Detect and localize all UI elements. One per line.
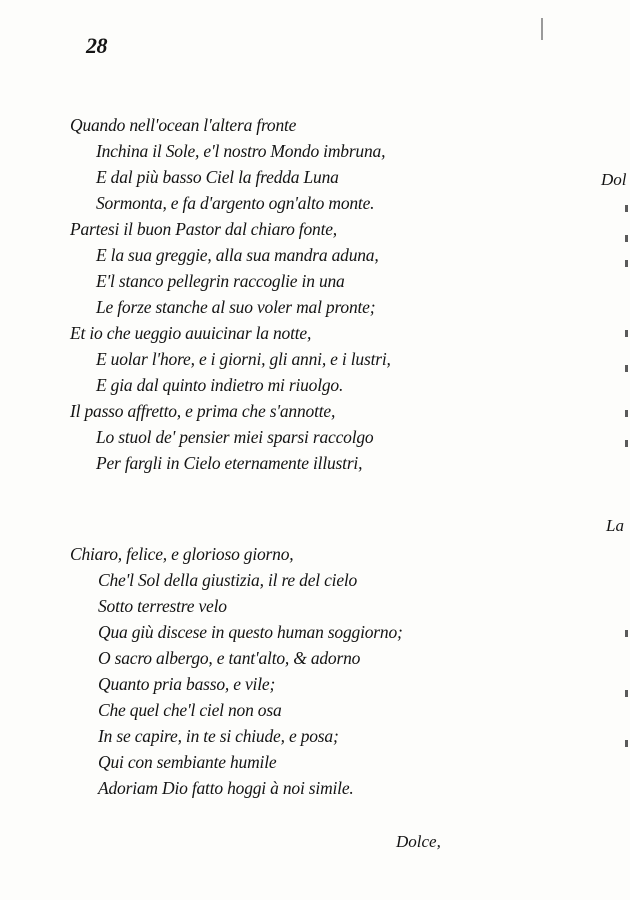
madrigal-line: Che'l Sol della giustizia, il re del cielo	[98, 570, 358, 590]
sonnet-line: E dal più basso Ciel la fredda Luna	[96, 167, 339, 187]
sonnet-line: Lo stuol de' pensier miei sparsi raccolgo	[96, 427, 374, 447]
sonnet-line: E'l stanco pellegrin raccoglie in una	[96, 271, 345, 291]
madrigal-line: Qua giù discese in questo human soggiorno;	[98, 622, 403, 642]
sonnet-line: E gia dal quinto indietro mi riuolgo.	[96, 375, 344, 395]
sonnet-line: E la sua greggie, alla sua mandra aduna,	[96, 245, 379, 265]
sonnet-line: Et io che ueggio auuicinar la notte,	[70, 323, 312, 343]
madrigal-line: Qui con sembiante humile	[98, 752, 277, 772]
madrigal-line: Chiaro, felice, e glorioso giorno,	[70, 544, 294, 564]
gutter-mark	[541, 18, 543, 40]
sonnet-line: Sormonta, e fa d'argento ogn'alto monte.	[96, 193, 375, 213]
madrigal-line: O sacro albergo, e tant'alto, & adorno	[98, 648, 361, 668]
catchword: Dolce,	[396, 832, 441, 851]
sonnet-line: Partesi il buon Pastor dal chiaro fonte,	[70, 219, 337, 239]
page-number: 28	[86, 33, 107, 58]
sonnet-line: Il passo affretto, e prima che s'annotte,	[70, 401, 336, 421]
sonnet-line: Le forze stanche al suo voler mal pronte;	[96, 297, 376, 317]
facing-page-fragment: Dol	[601, 170, 627, 189]
sonnet-line: Inchina il Sole, e'l nostro Mondo imbruna,	[96, 141, 386, 161]
madrigal-line: Che quel che'l ciel non osa	[98, 700, 282, 720]
facing-page-fragment: La	[606, 516, 624, 535]
sonnet-line: E uolar l'hore, e i giorni, gli anni, e i lustri,	[96, 349, 391, 369]
madrigal-line: In se capire, in te si chiude, e posa;	[98, 726, 339, 746]
sonnet-line: Per fargli in Cielo eternamente illustri,	[96, 453, 363, 473]
madrigal-line: Sotto terrestre velo	[98, 596, 227, 616]
sonnet-line: Quando nell'ocean l'altera fronte	[70, 115, 297, 135]
madrigal-line: Adoriam Dio fatto hoggi à noi simile.	[98, 778, 354, 798]
madrigal-line: Quanto pria basso, e vile;	[98, 674, 276, 694]
